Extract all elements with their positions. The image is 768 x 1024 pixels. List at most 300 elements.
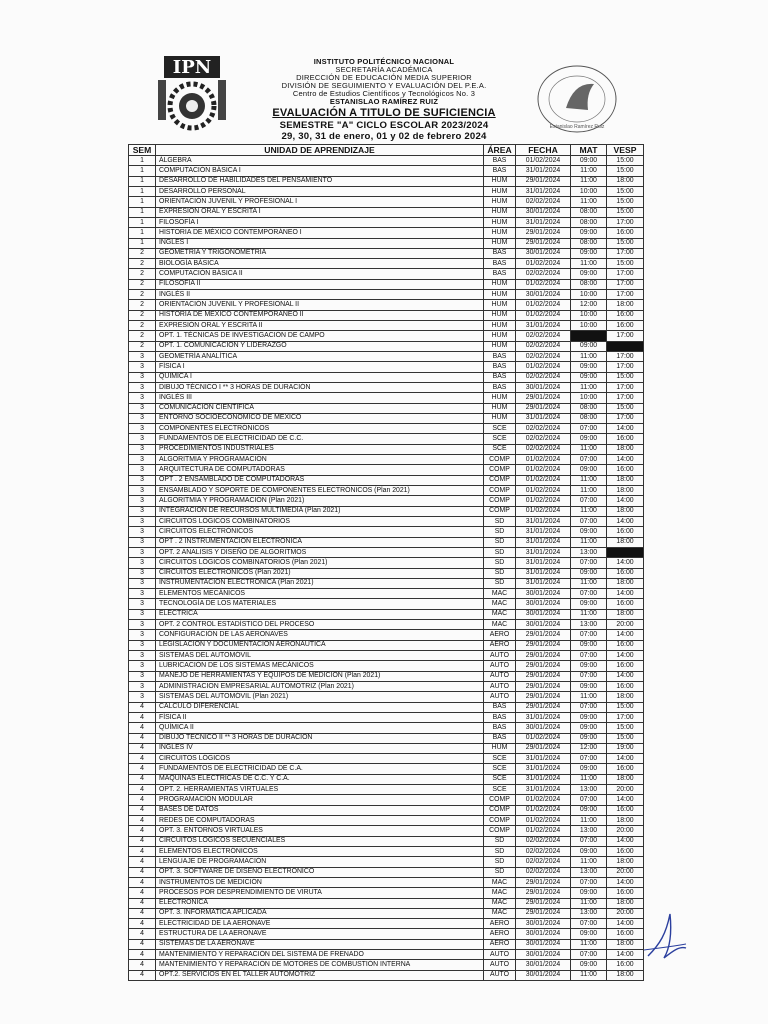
cell-mat: 13:00 <box>571 908 607 918</box>
cell-vesp: 17:00 <box>607 413 644 423</box>
table-row <box>129 929 644 939</box>
cell-mat: 10:00 <box>571 321 607 331</box>
table-row <box>129 300 644 310</box>
cell-vesp: 15:00 <box>607 372 644 382</box>
cell-area: AUTO <box>484 960 516 970</box>
cell-sem: 4 <box>129 805 156 815</box>
cell-vesp: 14:00 <box>607 455 644 465</box>
cell-fecha: 31/01/2024 <box>516 527 571 537</box>
cell-area: COMP <box>484 506 516 516</box>
cell-mat: 09:00 <box>571 248 607 258</box>
cell-vesp: 20:00 <box>607 620 644 630</box>
cell-vesp: 16:00 <box>607 434 644 444</box>
cell-fecha: 01/02/2024 <box>516 455 571 465</box>
cell-area: SCE <box>484 424 516 434</box>
cell-sem: 3 <box>129 547 156 557</box>
table-row <box>129 867 644 877</box>
cell-area: COMP <box>484 805 516 815</box>
cell-sem: 2 <box>129 269 156 279</box>
cell-mat: 09:00 <box>571 733 607 743</box>
cell-fecha: 31/01/2024 <box>516 764 571 774</box>
table-row <box>129 269 644 279</box>
table-row <box>129 939 644 949</box>
cell-fecha: 01/02/2024 <box>516 362 571 372</box>
table-row <box>129 424 644 434</box>
cell-unit: INGLÉS IV <box>156 743 484 753</box>
cell-area: SD <box>484 836 516 846</box>
cell-sem: 1 <box>129 166 156 176</box>
cell-vesp: 16:00 <box>607 888 644 898</box>
cell-area: SD <box>484 867 516 877</box>
cell-mat: 08:00 <box>571 238 607 248</box>
table-row <box>129 186 644 196</box>
cell-vesp: 14:00 <box>607 671 644 681</box>
cell-fecha: 31/01/2024 <box>516 568 571 578</box>
cell-unit: LEGISLACIÓN Y DOCUMENTACIÓN AERONÁUTICA <box>156 640 484 650</box>
cell-unit: QUÍMICA II <box>156 723 484 733</box>
cell-unit: BIOLOGÍA BÁSICA <box>156 259 484 269</box>
cell-mat: 10:00 <box>571 186 607 196</box>
cell-fecha: 02/02/2024 <box>516 444 571 454</box>
cell-unit: CIRCUITOS LÓGICOS COMBINATORIOS (Plan 2021) <box>156 558 484 568</box>
cell-vesp: 18:00 <box>607 506 644 516</box>
cell-mat: 11:00 <box>571 970 607 980</box>
cell-unit: ALGORITMIA Y PROGRAMACIÓN (Plan 2021) <box>156 496 484 506</box>
cell-area: BAS <box>484 382 516 392</box>
cell-mat: 11:00 <box>571 382 607 392</box>
cell-area: AUTO <box>484 661 516 671</box>
table-row <box>129 279 644 289</box>
table-row <box>129 692 644 702</box>
table-row <box>129 578 644 588</box>
cell-unit: INGLÉS I <box>156 238 484 248</box>
cell-unit: ELÉCTRICA <box>156 609 484 619</box>
cell-sem: 4 <box>129 795 156 805</box>
cell-area: MAC <box>484 908 516 918</box>
cell-area: AERO <box>484 939 516 949</box>
cell-fecha: 30/01/2024 <box>516 248 571 258</box>
cell-sem: 4 <box>129 939 156 949</box>
cell-unit: ESTRUCTURA DE LA AERONAVE <box>156 929 484 939</box>
cell-vesp: 18:00 <box>607 898 644 908</box>
cell-area: COMP <box>484 486 516 496</box>
cell-sem: 2 <box>129 259 156 269</box>
cell-fecha: 29/01/2024 <box>516 908 571 918</box>
cell-fecha: 31/01/2024 <box>516 217 571 227</box>
cell-area: BAS <box>484 372 516 382</box>
cell-fecha: 01/02/2024 <box>516 506 571 516</box>
cell-sem: 3 <box>129 558 156 568</box>
cell-vesp: 16:00 <box>607 661 644 671</box>
cell-unit: FUNDAMENTOS DE ELECTRICIDAD DE C.C. <box>156 434 484 444</box>
cell-unit: DESARROLLO PERSONAL <box>156 186 484 196</box>
cell-mat: 11:00 <box>571 578 607 588</box>
signature-mark-icon <box>640 904 688 964</box>
table-row <box>129 589 644 599</box>
cell-unit: PROCESOS POR DESPRENDIMIENTO DE VIRUTA <box>156 888 484 898</box>
cell-sem: 1 <box>129 238 156 248</box>
cell-vesp: 20:00 <box>607 908 644 918</box>
table-row <box>129 908 644 918</box>
cell-fecha: 02/02/2024 <box>516 836 571 846</box>
cell-area: SD <box>484 846 516 856</box>
cell-unit: SISTEMAS DEL AUTOMÓVIL (Plan 2021) <box>156 692 484 702</box>
cell-vesp: 17:00 <box>607 290 644 300</box>
cell-vesp: 18:00 <box>607 609 644 619</box>
cell-vesp: 16:00 <box>607 228 644 238</box>
cell-area: SCE <box>484 444 516 454</box>
cell-vesp: 14:00 <box>607 630 644 640</box>
cell-unit: ARQUITECTURA DE COMPUTADORAS <box>156 465 484 475</box>
cell-sem: 4 <box>129 857 156 867</box>
cell-vesp: 17:00 <box>607 269 644 279</box>
table-row <box>129 496 644 506</box>
cell-sem: 1 <box>129 228 156 238</box>
cell-fecha: 01/02/2024 <box>516 816 571 826</box>
cell-vesp: 15:00 <box>607 702 644 712</box>
cell-area: HUM <box>484 321 516 331</box>
cell-mat: 09:00 <box>571 712 607 722</box>
cell-sem: 3 <box>129 589 156 599</box>
cell-vesp: 17:00 <box>607 248 644 258</box>
cell-mat: 11:00 <box>571 166 607 176</box>
cell-fecha: 29/01/2024 <box>516 743 571 753</box>
cell-fecha: 01/02/2024 <box>516 475 571 485</box>
cell-area: SD <box>484 578 516 588</box>
cell-area: HUM <box>484 228 516 238</box>
cell-mat: 09:00 <box>571 681 607 691</box>
cell-unit: CIRCUITOS ELECTRÓNICOS <box>156 527 484 537</box>
cell-area: AERO <box>484 630 516 640</box>
cell-area: MAC <box>484 609 516 619</box>
cell-sem: 3 <box>129 403 156 413</box>
table-row <box>129 764 644 774</box>
cell-area: BAS <box>484 362 516 372</box>
cell-sem: 3 <box>129 455 156 465</box>
cell-vesp: 16:00 <box>607 846 644 856</box>
cell-area: COMP <box>484 496 516 506</box>
cell-unit: MANEJO DE HERRAMIENTAS Y EQUIPOS DE MEDICION (Plan 2021) <box>156 671 484 681</box>
cell-mat: 11:00 <box>571 259 607 269</box>
cell-sem: 3 <box>129 661 156 671</box>
table-row <box>129 558 644 568</box>
table-row <box>129 351 644 361</box>
cell-mat: 10:00 <box>571 290 607 300</box>
cell-area: BAS <box>484 733 516 743</box>
cell-vesp: 14:00 <box>607 836 644 846</box>
cell-mat: 08:00 <box>571 413 607 423</box>
cell-sem: 3 <box>129 475 156 485</box>
cell-mat: 11:00 <box>571 176 607 186</box>
cell-vesp: 14:00 <box>607 558 644 568</box>
cell-mat: 07:00 <box>571 630 607 640</box>
cell-unit: SISTEMAS DE LA AERONAVE <box>156 939 484 949</box>
cell-sem: 1 <box>129 156 156 166</box>
cell-sem: 2 <box>129 331 156 341</box>
cell-area: BAS <box>484 351 516 361</box>
table-row <box>129 248 644 258</box>
cell-mat: 12:00 <box>571 743 607 753</box>
cell-area: HUM <box>484 403 516 413</box>
cell-area: SD <box>484 857 516 867</box>
cell-vesp: 14:00 <box>607 919 644 929</box>
table-row <box>129 475 644 485</box>
cell-sem: 4 <box>129 929 156 939</box>
cell-sem: 3 <box>129 630 156 640</box>
cell-mat: 07:00 <box>571 836 607 846</box>
cell-vesp: 16:00 <box>607 681 644 691</box>
cell-sem: 3 <box>129 609 156 619</box>
cell-sem: 2 <box>129 310 156 320</box>
cell-sem: 3 <box>129 578 156 588</box>
cell-unit: MANTENIMIENTO Y REPARACIÓN DEL SISTEMA DE FRENADO <box>156 950 484 960</box>
cell-unit: SISTEMAS DEL AUTOMÓVIL <box>156 651 484 661</box>
cell-vesp: 16:00 <box>607 640 644 650</box>
cell-vesp: 18:00 <box>607 692 644 702</box>
ipn-logo-text: IPN <box>172 57 212 78</box>
cell-area: AUTO <box>484 681 516 691</box>
cell-sem: 3 <box>129 351 156 361</box>
school-subtitle: ESTANISLAO RAMÍREZ RUIZ <box>329 97 439 106</box>
cell-area: BAS <box>484 166 516 176</box>
cell-area: HUM <box>484 290 516 300</box>
cell-mat: 11:00 <box>571 939 607 949</box>
cell-mat: 13:00 <box>571 620 607 630</box>
cell-sem: 3 <box>129 671 156 681</box>
cell-unit: ELEMENTOS MECÁNICOS <box>156 589 484 599</box>
cell-sem: 3 <box>129 537 156 547</box>
cell-fecha: 30/01/2024 <box>516 939 571 949</box>
cell-area: COMP <box>484 826 516 836</box>
division: DIVISIÓN DE SEGUIMIENTO Y EVALUACIÓN DEL P.E.A. <box>281 81 487 90</box>
cell-fecha: 01/02/2024 <box>516 156 571 166</box>
cell-sem: 3 <box>129 620 156 630</box>
cell-mat: 09:00 <box>571 228 607 238</box>
cell-unit: INSTRUMENTOS DE MEDICIÓN <box>156 877 484 887</box>
cell-sem: 3 <box>129 434 156 444</box>
cell-unit: FUNDAMENTOS DE ELECTRICIDAD DE C.A. <box>156 764 484 774</box>
cell-vesp: 14:00 <box>607 795 644 805</box>
cell-unit: FILOSOFÍA II <box>156 279 484 289</box>
cell-vesp: 14:00 <box>607 877 644 887</box>
cell-fecha: 31/01/2024 <box>516 321 571 331</box>
cell-unit: TECNOLOGÍA DE LOS MATERIALES <box>156 599 484 609</box>
cell-fecha: 02/02/2024 <box>516 857 571 867</box>
cell-fecha: 31/01/2024 <box>516 186 571 196</box>
cell-vesp: 15:00 <box>607 197 644 207</box>
cell-sem: 4 <box>129 764 156 774</box>
seal-text: Estanislao Ramírez Ruiz <box>549 124 605 130</box>
cell-sem: 4 <box>129 733 156 743</box>
cell-vesp <box>607 341 644 351</box>
cell-sem: 3 <box>129 382 156 392</box>
cell-fecha: 02/02/2024 <box>516 424 571 434</box>
cell-unit: OPT . 2 INSTRUMENTACIÓN ELECTRÓNICA <box>156 537 484 547</box>
cell-fecha: 02/02/2024 <box>516 434 571 444</box>
cell-vesp: 16:00 <box>607 599 644 609</box>
cell-area: COMP <box>484 475 516 485</box>
cell-fecha: 29/01/2024 <box>516 681 571 691</box>
cell-sem: 3 <box>129 424 156 434</box>
cell-vesp: 14:00 <box>607 589 644 599</box>
table-row <box>129 362 644 372</box>
cell-area: HUM <box>484 238 516 248</box>
cell-sem: 3 <box>129 599 156 609</box>
cell-unit: INGLÉS III <box>156 393 484 403</box>
cell-sem: 3 <box>129 506 156 516</box>
cell-mat: 11:00 <box>571 857 607 867</box>
cell-area: HUM <box>484 176 516 186</box>
cell-unit: FÍSICA II <box>156 712 484 722</box>
cell-fecha: 29/01/2024 <box>516 228 571 238</box>
institution-name: INSTITUTO POLITÉCNICO NACIONAL <box>313 57 455 66</box>
cell-unit: INTEGRACIÓN DE RECURSOS MULTIMEDIA (Plan 2021) <box>156 506 484 516</box>
cell-fecha: 29/01/2024 <box>516 898 571 908</box>
cell-vesp: 15:00 <box>607 238 644 248</box>
table-row <box>129 970 644 980</box>
cell-vesp: 16:00 <box>607 764 644 774</box>
table-row <box>129 341 644 351</box>
cell-unit: MÁQUINAS ELECTRICAS DE C.C. Y C.A. <box>156 774 484 784</box>
cell-unit: QUÍMICA I <box>156 372 484 382</box>
table-row <box>129 156 644 166</box>
cell-mat: 09:00 <box>571 960 607 970</box>
cell-mat: 10:00 <box>571 310 607 320</box>
cell-area: BAS <box>484 259 516 269</box>
cell-mat: 07:00 <box>571 558 607 568</box>
cell-unit: HISTORIA DE MÉXICO CONTEMPORÁNEO I <box>156 228 484 238</box>
cell-mat: 11:00 <box>571 486 607 496</box>
cell-fecha: 30/01/2024 <box>516 929 571 939</box>
table-row <box>129 960 644 970</box>
cell-mat: 11:00 <box>571 351 607 361</box>
table-row <box>129 723 644 733</box>
cell-area: MAC <box>484 898 516 908</box>
cell-unit: ENSAMBLADO Y SOPORTE DE COMPONENTES ELECTRÓNICOS (Plan 2021) <box>156 486 484 496</box>
cell-fecha: 29/01/2024 <box>516 640 571 650</box>
cell-area: HUM <box>484 279 516 289</box>
cell-unit: OPT . 2 ENSAMBLADO DE COMPUTADORAS <box>156 475 484 485</box>
cell-sem: 2 <box>129 300 156 310</box>
table-row <box>129 537 644 547</box>
cell-fecha: 29/01/2024 <box>516 661 571 671</box>
cell-fecha: 29/01/2024 <box>516 176 571 186</box>
table-row <box>129 816 644 826</box>
cell-sem: 2 <box>129 321 156 331</box>
cell-sem: 4 <box>129 960 156 970</box>
cell-unit: ENTORNO SOCIOECONÓMICO DE MÉXICO <box>156 413 484 423</box>
cell-sem: 1 <box>129 186 156 196</box>
cell-mat: 11:00 <box>571 506 607 516</box>
cell-sem: 1 <box>129 176 156 186</box>
cell-fecha: 01/02/2024 <box>516 465 571 475</box>
cell-sem: 4 <box>129 754 156 764</box>
table-row <box>129 321 644 331</box>
cell-sem: 2 <box>129 279 156 289</box>
cell-fecha: 30/01/2024 <box>516 609 571 619</box>
cell-fecha: 31/01/2024 <box>516 578 571 588</box>
table-row <box>129 857 644 867</box>
cell-fecha: 02/02/2024 <box>516 269 571 279</box>
cell-unit: COMPONENTES ELECTRÓNICOS <box>156 424 484 434</box>
cell-vesp: 16:00 <box>607 568 644 578</box>
cell-sem: 3 <box>129 692 156 702</box>
table-row <box>129 434 644 444</box>
cell-fecha: 31/01/2024 <box>516 547 571 557</box>
cell-vesp: 17:00 <box>607 351 644 361</box>
cell-sem: 4 <box>129 712 156 722</box>
cell-vesp: 18:00 <box>607 300 644 310</box>
cell-unit: CIRCUITOS LÓGICOS <box>156 754 484 764</box>
table-row <box>129 516 644 526</box>
cell-unit: CONFIGURACIÓN DE LAS AERONAVES <box>156 630 484 640</box>
cell-fecha: 31/01/2024 <box>516 774 571 784</box>
table-row <box>129 527 644 537</box>
cell-area: MAC <box>484 877 516 887</box>
cell-mat: 09:00 <box>571 269 607 279</box>
cell-fecha: 30/01/2024 <box>516 620 571 630</box>
cell-mat: 08:00 <box>571 279 607 289</box>
cell-mat: 13:00 <box>571 867 607 877</box>
table-row <box>129 290 644 300</box>
cell-vesp: 16:00 <box>607 310 644 320</box>
cell-area: SCE <box>484 764 516 774</box>
cell-area: AERO <box>484 929 516 939</box>
cell-mat: 11:00 <box>571 898 607 908</box>
table-row <box>129 238 644 248</box>
cell-vesp: 17:00 <box>607 331 644 341</box>
cell-area: HUM <box>484 393 516 403</box>
cell-vesp: 15:00 <box>607 186 644 196</box>
cell-unit: OPT. 2. HERRAMIENTAS VIRTUALES <box>156 785 484 795</box>
cell-vesp: 15:00 <box>607 156 644 166</box>
cell-mat: 07:00 <box>571 795 607 805</box>
cell-unit: OPT. 2 CONTROL ESTADÍSTICO DEL PROCESO <box>156 620 484 630</box>
cell-area: BAS <box>484 269 516 279</box>
cell-fecha: 31/01/2024 <box>516 712 571 722</box>
cell-unit: ALGORITMIA Y PROGRAMACIÓN <box>156 455 484 465</box>
cell-unit: ELECTRÓNICA <box>156 898 484 908</box>
cell-vesp: 15:00 <box>607 259 644 269</box>
cell-vesp: 19:00 <box>607 743 644 753</box>
cell-unit: DIBUJO TÉCNICO I ** 3 HORAS DE DURACIÓN <box>156 382 484 392</box>
cell-area: SCE <box>484 754 516 764</box>
cell-area: AERO <box>484 640 516 650</box>
cell-mat: 07:00 <box>571 702 607 712</box>
cell-fecha: 29/01/2024 <box>516 702 571 712</box>
cell-sem: 4 <box>129 950 156 960</box>
cell-unit: INGLÉS II <box>156 290 484 300</box>
table-row <box>129 372 644 382</box>
cell-unit: ÁLGEBRA <box>156 156 484 166</box>
cell-mat: 07:00 <box>571 589 607 599</box>
cell-area: AERO <box>484 919 516 929</box>
cell-unit: CIRCUITOS LÓGICOS COMBINATORIOS <box>156 516 484 526</box>
cell-mat: 12:00 <box>571 300 607 310</box>
cell-fecha: 30/01/2024 <box>516 970 571 980</box>
cell-fecha: 29/01/2024 <box>516 692 571 702</box>
cell-fecha: 01/02/2024 <box>516 486 571 496</box>
cell-sem: 4 <box>129 774 156 784</box>
cell-unit: COMUNICACIÓN CIENTÍFICA <box>156 403 484 413</box>
cell-vesp: 16:00 <box>607 929 644 939</box>
table-row <box>129 228 644 238</box>
direction: DIRECCIÓN DE EDUCACIÓN MEDIA SUPERIOR <box>296 73 472 82</box>
cell-fecha: 02/02/2024 <box>516 197 571 207</box>
cell-mat: 09:00 <box>571 372 607 382</box>
cell-area: MAC <box>484 888 516 898</box>
cell-sem: 3 <box>129 568 156 578</box>
